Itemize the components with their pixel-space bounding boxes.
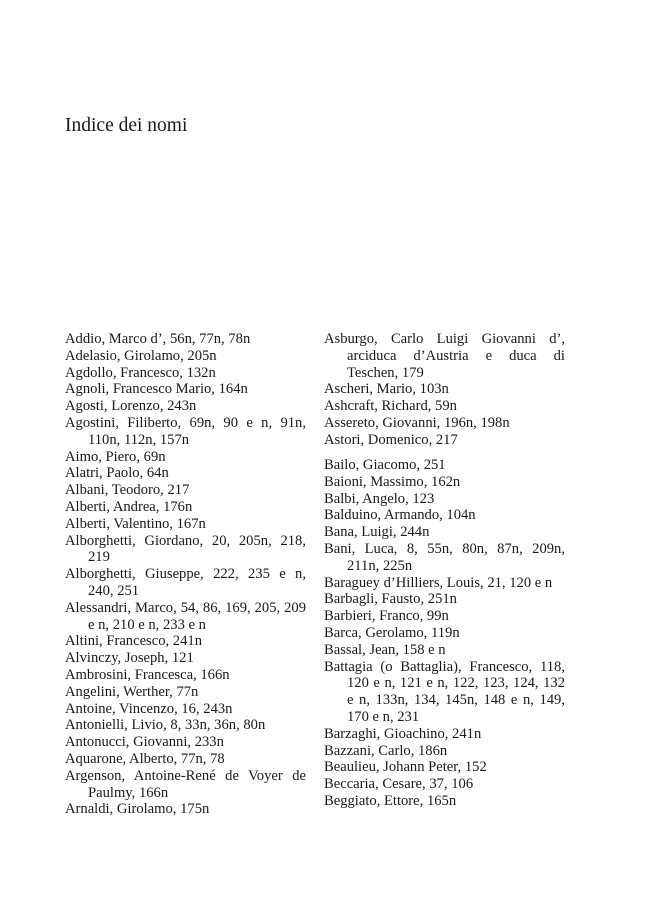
index-entry: Bana, Luigi, 244n	[324, 524, 430, 541]
index-entry: Battagia (o Battaglia), Francesco, 118, 120 e n, 121 e n, 122, 123, 124, 132 e n, 133n, 134, 145n, 148 e n, 149, 170 e n, 231	[324, 658, 565, 725]
index-entry: Antoine, Vincenzo, 16, 243n	[65, 700, 233, 717]
index-entry: Altini, Francesco, 241n	[65, 633, 202, 650]
index-entry: Angelini, Werther, 77n	[65, 683, 199, 700]
index-entry: Alvinczy, Joseph, 121	[65, 650, 194, 667]
index-entry: Aquarone, Alberto, 77n, 78	[65, 750, 225, 767]
index-entry: Beaulieu, Johann Peter, 152	[324, 759, 487, 776]
index-entry: Agostini, Filiberto, 69n, 90 e n, 91n, 110n, 112n, 157n	[65, 414, 306, 448]
index-entry: Aimo, Piero, 69n	[65, 448, 166, 465]
index-entry: Bani, Luca, 8, 55n, 80n, 87n, 209n, 211n, 225n	[324, 540, 565, 574]
index-entry: Balduino, Armando, 104n	[324, 507, 476, 524]
index-entry: Beggiato, Ettore, 165n	[324, 792, 457, 809]
index-entry: Agosti, Lorenzo, 243n	[65, 398, 197, 415]
index-entry: Agdollo, Francesco, 132n	[65, 364, 216, 381]
index-entry: Alborghetti, Giuseppe, 222, 235 e n, 240, 251	[65, 566, 306, 599]
page-title: Indice dei nomi	[65, 115, 188, 136]
index-entry: Bazzani, Carlo, 186n	[324, 742, 448, 759]
index-entry: Ambrosini, Francesca, 166n	[65, 666, 230, 683]
index-entry: Balbi, Angelo, 123	[324, 490, 435, 507]
index-entry: Agnoli, Francesco Mario, 164n	[65, 381, 248, 398]
index-entry: Alborghetti, Giordano, 20, 205n, 218, 219	[65, 532, 306, 566]
index-entry: Antonielli, Livio, 8, 33n, 36n, 80n	[65, 717, 266, 734]
index-entry: Argenson, Antoine-René de Voyer de Paulmy, 166n	[65, 767, 306, 801]
index-entry: Albani, Teodoro, 217	[65, 482, 190, 499]
index-entry: Bailo, Giacomo, 251	[324, 456, 446, 473]
index-entry: Assereto, Giovanni, 196n, 198n	[324, 414, 510, 431]
index-column-left	[65, 331, 306, 818]
index-entry: Astori, Domenico, 217	[324, 431, 458, 448]
index-entry: Arnaldi, Girolamo, 175n	[65, 801, 210, 818]
index-entry: Bassal, Jean, 158 e n	[324, 641, 446, 658]
index-entry: Baraguey d’Hilliers, Louis, 21, 120 e n	[324, 574, 553, 591]
index-entry: Alberti, Andrea, 176n	[65, 498, 193, 515]
index-entry: Asburgo, Carlo Luigi Giovanni d’, arciduca d’Austria e duca di Teschen, 179	[324, 331, 565, 381]
index-entry: Alatri, Paolo, 64n	[65, 465, 169, 482]
index-entry: Barbieri, Franco, 99n	[324, 608, 449, 625]
index-entry: Ashcraft, Richard, 59n	[324, 398, 457, 415]
index-entry: Beccaria, Cesare, 37, 106	[324, 776, 474, 793]
index-entry: Barzaghi, Gioachino, 241n	[324, 725, 482, 742]
index-entry: Baioni, Massimo, 162n	[324, 473, 461, 490]
index-column-right	[324, 331, 565, 810]
index-entry: Addio, Marco d’, 56n, 77n, 78n	[65, 331, 251, 347]
index-entry: Alessandri, Marco, 54, 86, 169, 205, 209 e n, 210 e n, 233 e n	[65, 599, 306, 633]
index-entry: Alberti, Valentino, 167n	[65, 515, 206, 532]
index-entry: Antonucci, Giovanni, 233n	[65, 734, 224, 751]
index-entry: Ascheri, Mario, 103n	[324, 381, 449, 398]
index-entry: Adelasio, Girolamo, 205n	[65, 347, 217, 364]
index-entry: Barca, Gerolamo, 119n	[324, 624, 460, 641]
index-entry: Barbagli, Fausto, 251n	[324, 591, 457, 608]
